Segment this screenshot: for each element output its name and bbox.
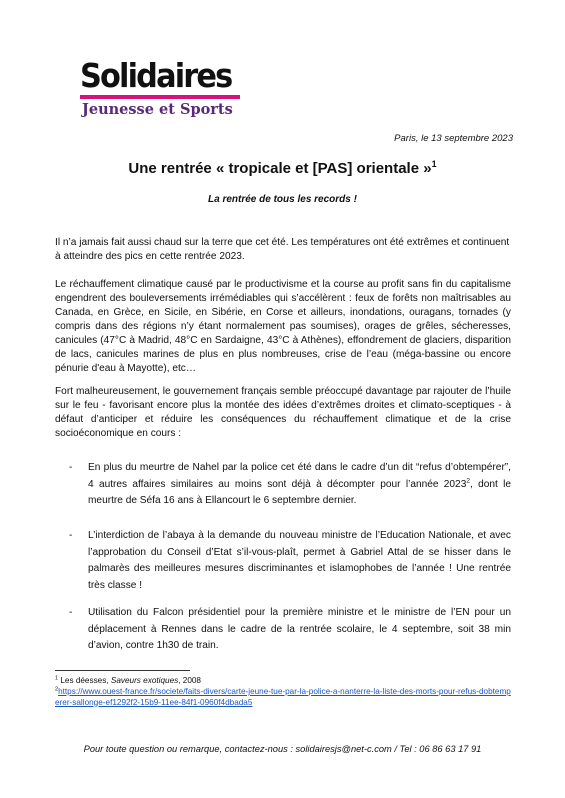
contact-footer: Pour toute question ou remarque, contactez-nous : solidairesjs@net-c.com / Tel : 06 86 63 17 91 (83, 744, 482, 754)
logo-wordmark: Solidaires (80, 56, 232, 95)
solidaires-logo (80, 58, 242, 118)
document-subtitle: La rentrée de tous les records ! (208, 194, 357, 205)
footnote-2: $^2$https://www.ouest-france.fr/societe/faits-divers/carte-jeune-tue-par-la-police-a-nanterre-la-liste-des-morts-pour-refus-dobtemperer-sallonge-ef1292f2-15b9-11ee-84f1-0960f4dbada5 (55, 686, 511, 707)
paragraph-intro: Il n’a jamais fait aussi chaud sur la terre que cet été. Les températures ont été extrêmes et continuent à atteindre des pics en cette rentrée 2023. (55, 237, 510, 262)
bullet-text: L’interdiction de l’abaya à la demande du nouveau ministre de l’Education Nationale, et avec l’approbation du Conseil d’Etat s’il-vous-plaît, permet à Gabriel Attal de se hisser dans le palmarès des meilleures mesures discriminantes et islamophobes de l’année ! Une rentrée très classe ! (88, 530, 511, 591)
title-footnote-ref[interactable]: 1 (431, 159, 437, 169)
title-text: Une rentrée « tropicale et [PAS] orientale » (128, 160, 432, 177)
footnote-1: $^1$ Les déesses, Saveurs exotiques, 2008 (55, 675, 201, 685)
bullet-text: En plus du meurtre de Nahel par la police cet été dans le cadre d’un dit “refus d’obtempérer”, 4 autres affaires similaires au moins sont déjà à décompter pour l’année 2023$^2$, dont le meurtre de Séfa 16 ans à Ellancourt le 6 septembre dernier. (88, 462, 511, 506)
footnote-divider (55, 670, 190, 671)
logo-subtitle: Jeunesse et Sports (82, 101, 233, 118)
paragraph-government: Fort malheureusement, le gouvernement français semble préoccupé davantage par rajouter de l’huile sur le feu - favorisant encore plus la montée des idées d’extrêmes droites et climato-sceptiques - à défaut d’anticiper et réduire les conséquences du réchauffement climatique et de la crise socioéconomique en cours : (55, 386, 511, 439)
footnote-ref[interactable]: 2 (466, 477, 470, 485)
bullet-text: Utilisation du Falcon présidentiel pour la première ministre et le ministre de l’EN pour un déplacement à Rennes dans le cadre de la rentrée scolaire, le 4 septembre, soit 38 min d’avion, contre 1h30 de train. (88, 607, 511, 651)
document-title (0, 160, 565, 177)
bullet-dash: - (69, 607, 73, 618)
logo-pink-bar (80, 95, 240, 99)
bullet-dash: - (69, 530, 73, 541)
letter-date: Paris, le 13 septembre 2023 (394, 133, 513, 144)
footnote-link[interactable]: https://www.ouest-france.fr/societe/faits-divers/carte-jeune-tue-par-la-police-a-nanterre-la-liste-des-morts-pour-refus-dobtemperer-sallonge-ef1292f2-15b9-11ee-84f1-0960f4dbada5 (55, 687, 511, 707)
paragraph-climate: Le réchauffement climatique causé par le productivisme et la course au profit sans fin du capitalisme engendrent des bouleversements irrémédiables qui s’accélèrent : feux de forêts non maîtrisables au Canada, en Grèce, en Sicile, en Sibérie, en Corse et ailleurs, inondations, ouragans, tornades (y compris dans des régions n’y étant normalement pas soumises), orages de grêles, sécheresses, canicules (47°C à Madrid, 48°C en Sardaigne, 43°C à Athènes), effondrement de glaciers, disparition de lacs, canicules marines de plus en plus nombreuses, crise de l’eau (méga-bassine ou encore pénurie d'eau à Mayotte), etc… (55, 279, 511, 374)
bullet-dash: - (69, 462, 73, 473)
